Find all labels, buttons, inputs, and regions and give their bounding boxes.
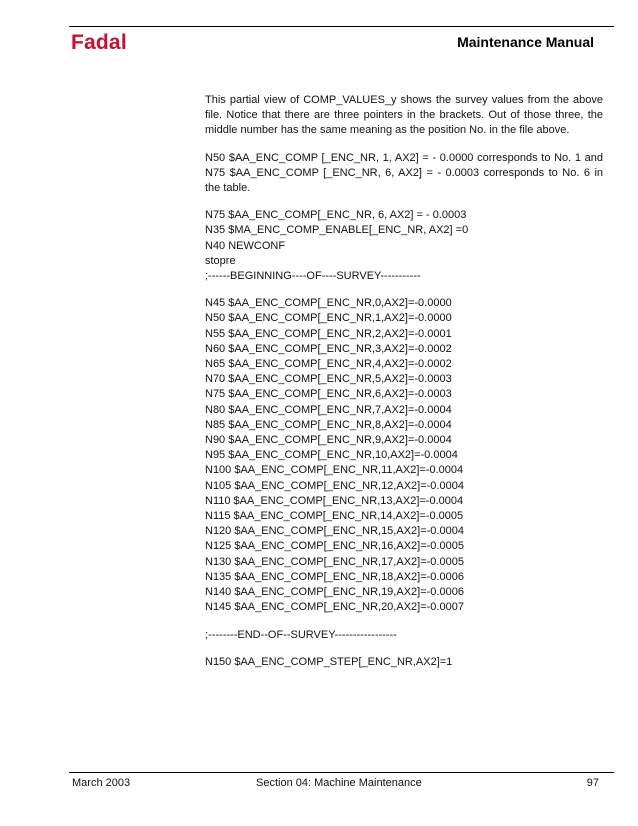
survey-values-block — [205, 296, 603, 615]
survey-line: N130 $AA_ENC_COMP[_ENC_NR,17,AX2]=-0.0005 — [205, 555, 464, 568]
survey-end-block — [205, 628, 603, 643]
survey-line: N50 $AA_ENC_COMP[_ENC_NR,1,AX2]=-0.0000 — [205, 312, 452, 325]
code-line: N40 NEWCONF — [205, 239, 286, 252]
survey-line: N105 $AA_ENC_COMP[_ENC_NR,12,AX2]=-0.0004 — [205, 479, 464, 492]
page-number: 97 — [586, 777, 599, 789]
final-block — [205, 655, 603, 670]
brand-logo: Fadal — [71, 31, 127, 54]
manual-title: Maintenance Manual — [457, 34, 594, 50]
final-line: N150 $AA_ENC_COMP_STEP[_ENC_NR,AX2]=1 — [205, 655, 453, 668]
code-line: N75 $AA_ENC_COMP[_ENC_NR, 6, AX2] = - 0.0003 — [205, 209, 467, 222]
survey-line: N95 $AA_ENC_COMP[_ENC_NR,10,AX2]=-0.0004 — [205, 449, 458, 462]
survey-line: N60 $AA_ENC_COMP[_ENC_NR,3,AX2]=-0.0002 — [205, 342, 452, 355]
survey-line: N70 $AA_ENC_COMP[_ENC_NR,5,AX2]=-0.0003 — [205, 373, 452, 386]
survey-line: N145 $AA_ENC_COMP[_ENC_NR,20,AX2]=-0.0007 — [205, 601, 464, 614]
code-line: N35 $MA_ENC_COMP_ENABLE[_ENC_NR, AX2] =0 — [205, 224, 469, 237]
survey-line: N120 $AA_ENC_COMP[_ENC_NR,15,AX2]=-0.0004 — [205, 525, 464, 538]
survey-line: N75 $AA_ENC_COMP[_ENC_NR,6,AX2]=-0.0003 — [205, 388, 452, 401]
survey-line: N140 $AA_ENC_COMP[_ENC_NR,19,AX2]=-0.0006 — [205, 586, 464, 599]
code-line: stopre — [205, 254, 236, 267]
survey-line: N125 $AA_ENC_COMP[_ENC_NR,16,AX2]=-0.0005 — [205, 540, 464, 553]
survey-line: N135 $AA_ENC_COMP[_ENC_NR,18,AX2]=-0.0006 — [205, 570, 464, 583]
footer-rule — [69, 772, 614, 773]
survey-line: N110 $AA_ENC_COMP[_ENC_NR,13,AX2]=-0.0004 — [205, 494, 464, 507]
survey-line: N85 $AA_ENC_COMP[_ENC_NR,8,AX2]=-0.0004 — [205, 418, 452, 431]
survey-line: N90 $AA_ENC_COMP[_ENC_NR,9,AX2]=-0.0004 — [205, 434, 452, 447]
survey-line: N80 $AA_ENC_COMP[_ENC_NR,7,AX2]=-0.0004 — [205, 403, 452, 416]
survey-line: N100 $AA_ENC_COMP[_ENC_NR,11,AX2]=-0.0004 — [205, 464, 464, 477]
footer-section: Section 04: Machine Maintenance — [256, 777, 422, 789]
survey-line: N115 $AA_ENC_COMP[_ENC_NR,14,AX2]=-0.0005 — [205, 510, 464, 523]
survey-line: N45 $AA_ENC_COMP[_ENC_NR,0,AX2]=-0.0000 — [205, 297, 452, 310]
code-line: ;------BEGINNING----OF----SURVEY----------- — [205, 270, 421, 283]
code-block-setup — [205, 208, 603, 284]
survey-line: N55 $AA_ENC_COMP[_ENC_NR,2,AX2]=-0.0001 — [205, 327, 452, 340]
intro-paragraph: This partial view of COMP_VALUES_y shows the survey values from the above file. Notice that there are three pointers in the brackets. Out of those three, the middle number has the same meaning as the position No. in the file above. — [205, 94, 603, 137]
end-marker-line: ;--------END--OF--SURVEY----------------- — [205, 628, 397, 641]
page-content — [205, 93, 603, 682]
footer-date: March 2003 — [72, 777, 131, 789]
header-rule — [69, 26, 614, 27]
survey-line: N65 $AA_ENC_COMP[_ENC_NR,4,AX2]=-0.0002 — [205, 358, 452, 371]
example-paragraph: N50 $AA_ENC_COMP [_ENC_NR, 1, AX2] = - 0.0000 corresponds to No. 1 and N75 $AA_ENC_COMP [_ENC_NR, 6, AX2] = - 0.0003 corresponds to No. 6 in the table. — [205, 151, 603, 195]
